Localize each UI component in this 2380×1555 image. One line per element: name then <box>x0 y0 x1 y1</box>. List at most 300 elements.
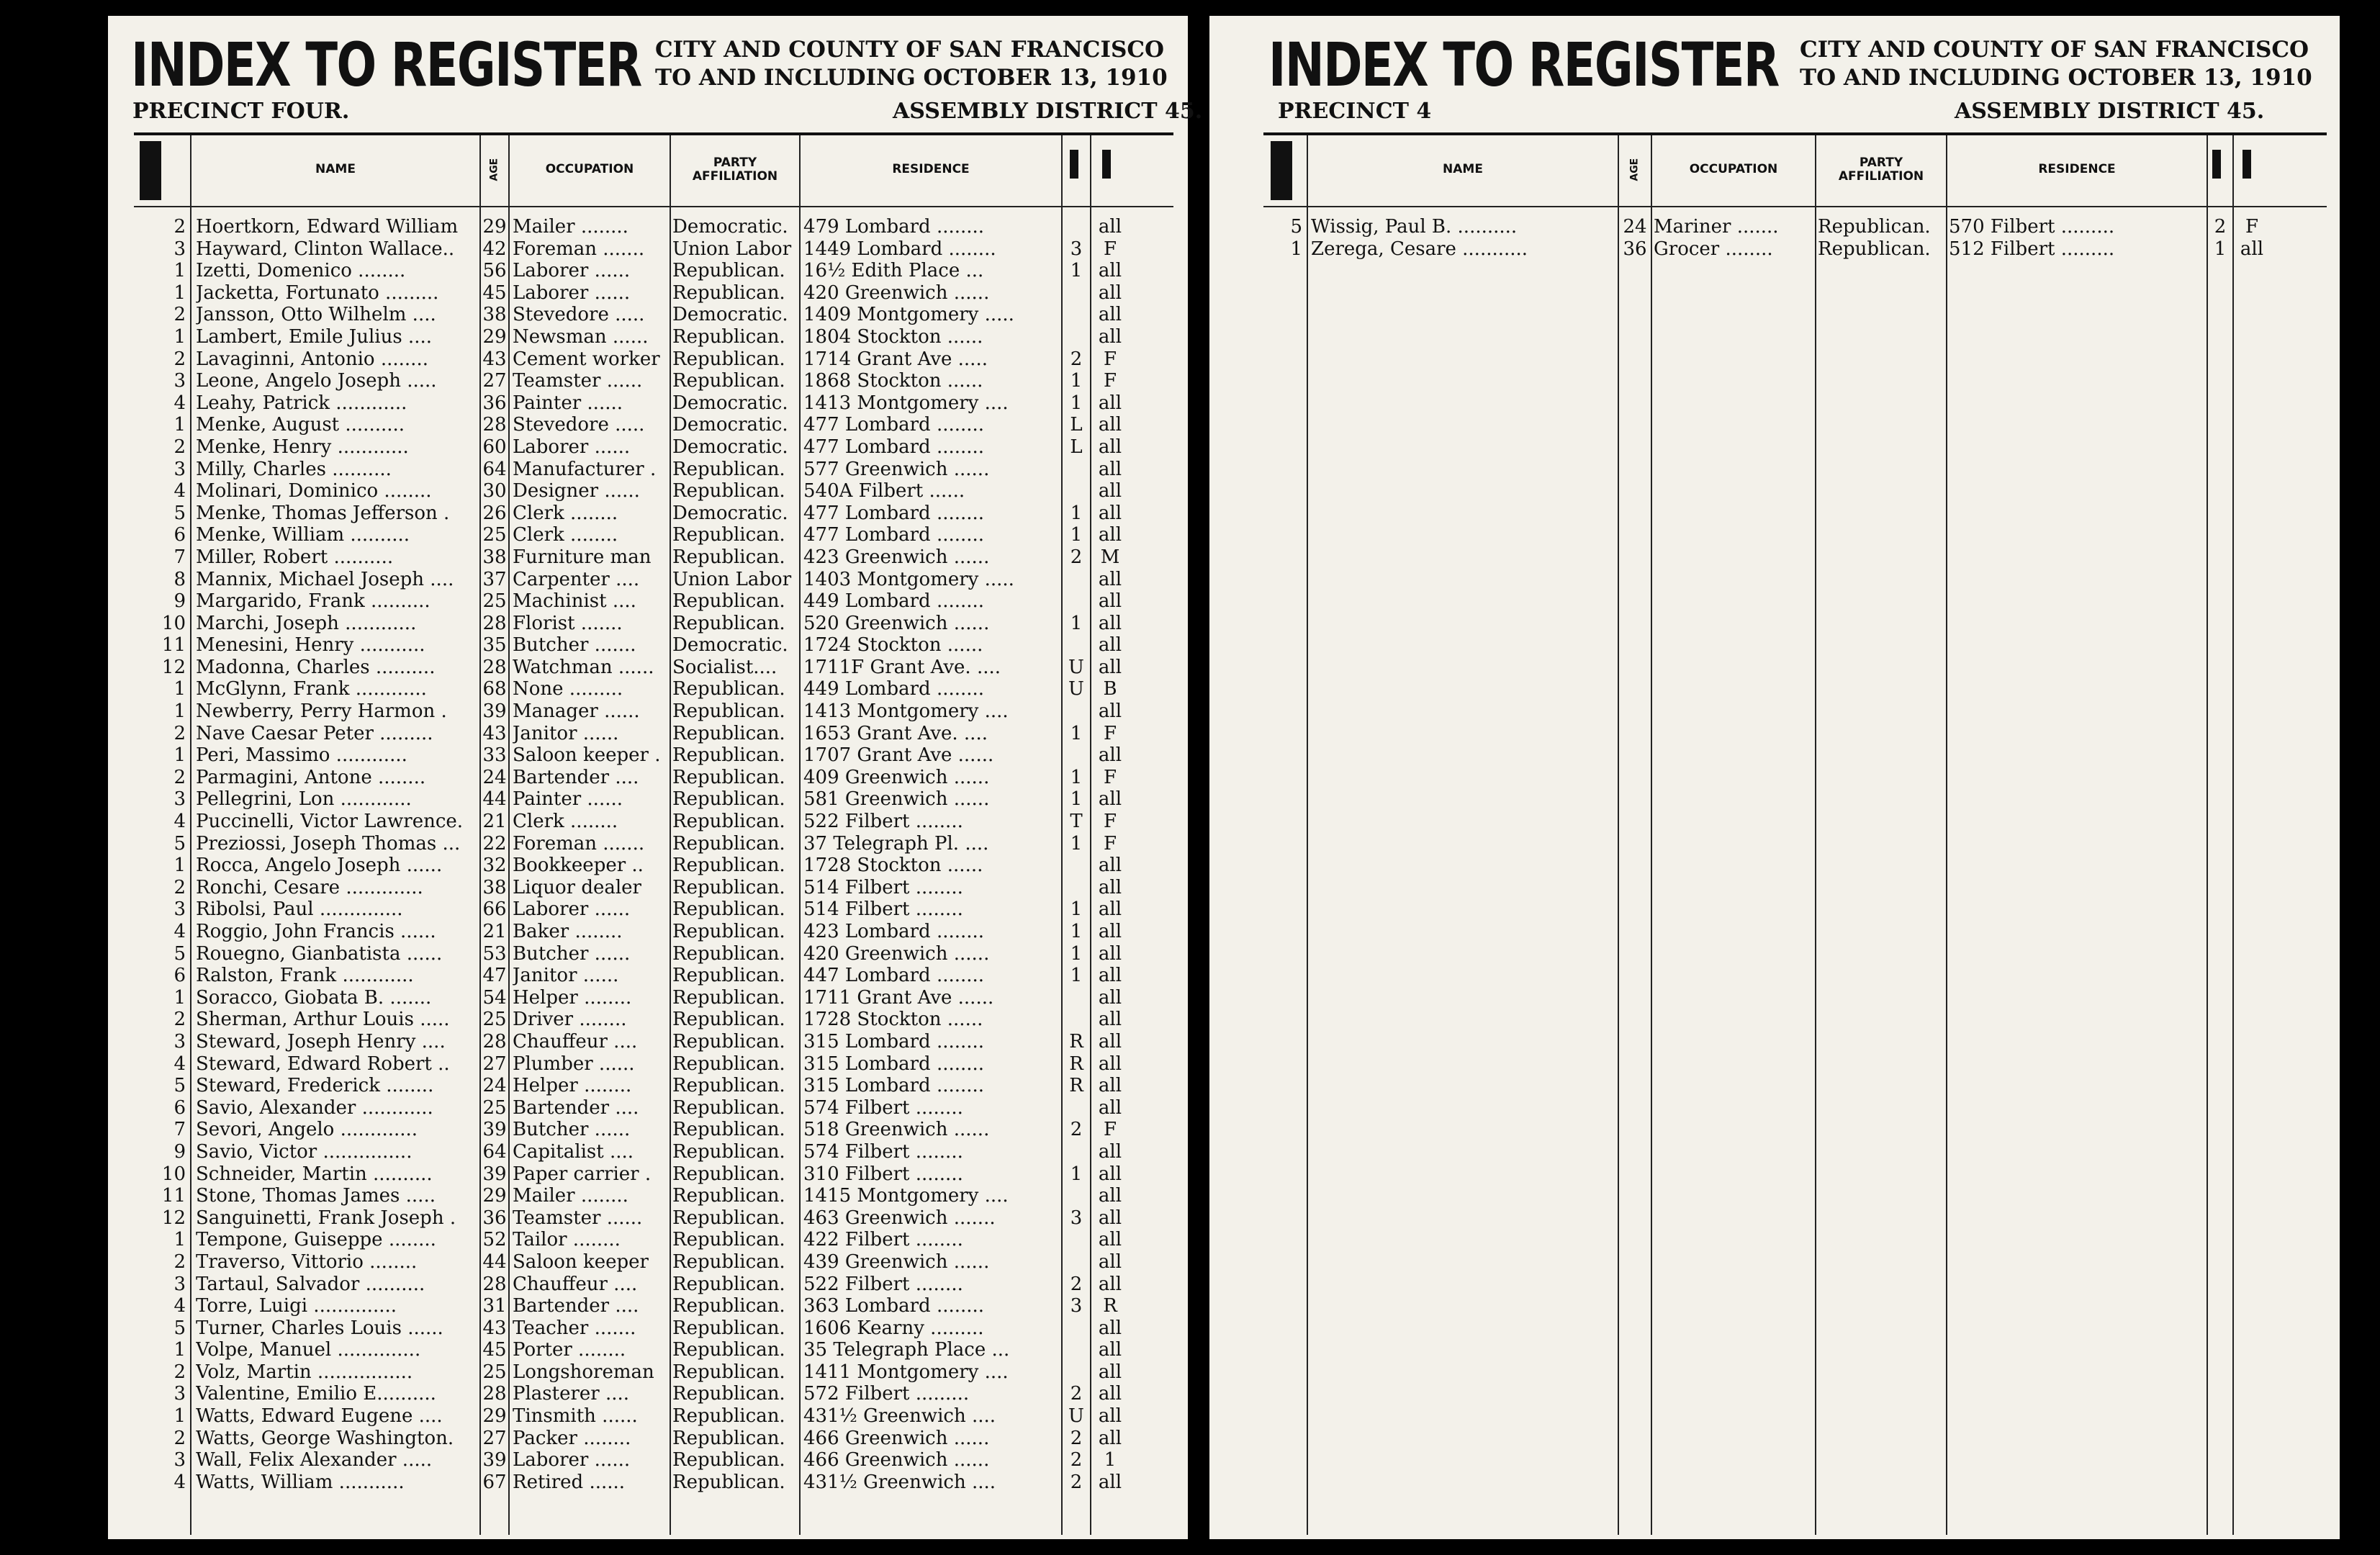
table-row <box>134 1141 1173 1163</box>
cell-number: 2 <box>173 436 186 458</box>
cell-number: 5 <box>1290 216 1302 238</box>
register-rows <box>1263 216 2327 260</box>
cell-floor: L <box>1070 436 1083 458</box>
cell-party: Republican. <box>672 722 785 744</box>
cell-number: 10 <box>161 1163 186 1185</box>
cell-residence: 35 Telegraph Place ... <box>803 1339 1010 1361</box>
cell-age: 27 <box>482 370 507 392</box>
precinct-label: PRECINCT 4 <box>1278 99 1432 124</box>
cell-residence: 431½ Greenwich .... <box>803 1471 996 1493</box>
cell-age: 28 <box>482 1273 507 1295</box>
cell-name: Marchi, Joseph ............ <box>196 612 417 634</box>
cell-number: 3 <box>173 1030 186 1053</box>
cell-residence: 420 Greenwich ...... <box>803 281 990 304</box>
cell-name: Menesini, Henry ........... <box>196 634 425 657</box>
cell-age: 25 <box>482 590 507 613</box>
cell-floor: 1 <box>1070 965 1083 987</box>
cell-name: Ralston, Frank ............ <box>196 965 414 987</box>
city-heading <box>655 36 1168 92</box>
cell-residence: 477 Lombard ........ <box>803 436 985 458</box>
cell-number: 3 <box>173 370 186 392</box>
cell-name: Rocca, Angelo Joseph ...... <box>196 855 443 877</box>
cell-occupation: Laborer ...... <box>513 898 631 921</box>
cell-age: 25 <box>482 524 507 546</box>
cell-name: Leahy, Patrick ............ <box>196 392 407 414</box>
cell-prefix: all <box>1098 1250 1122 1273</box>
cell-party: Republican. <box>672 1030 785 1053</box>
cell-number: 1 <box>173 1229 186 1251</box>
cell-name: Rouegno, Gianbatista ...... <box>196 942 443 965</box>
table-row <box>134 943 1173 965</box>
cell-party: Republican. <box>672 1119 785 1141</box>
cell-name: Leone, Angelo Joseph ..... <box>196 370 437 392</box>
cell-age: 25 <box>482 1009 507 1031</box>
table-row <box>134 1053 1173 1076</box>
table-row <box>134 1339 1173 1361</box>
table-row <box>134 1274 1173 1296</box>
cell-occupation: Capitalist .... <box>513 1140 634 1163</box>
cell-occupation: Longshoreman <box>513 1361 654 1383</box>
city-line-1: CITY AND COUNTY OF SAN FRANCISCO <box>1800 37 2309 63</box>
cell-floor: 1 <box>1070 766 1083 788</box>
cell-prefix: all <box>1098 1383 1122 1405</box>
table-row <box>134 700 1173 723</box>
cell-age: 39 <box>482 700 507 723</box>
cell-age: 53 <box>482 942 507 965</box>
cell-age: 36 <box>482 1207 507 1229</box>
cell-occupation: Retired ...... <box>513 1471 626 1493</box>
cell-prefix: 1 <box>1104 1449 1117 1471</box>
cell-residence: 439 Greenwich ...... <box>803 1250 990 1273</box>
cell-party: Republican. <box>672 1317 785 1339</box>
table-row <box>134 898 1173 921</box>
cell-prefix: all <box>1098 216 1122 238</box>
cell-number: 5 <box>173 942 186 965</box>
cell-age: 28 <box>482 612 507 634</box>
cell-party: Republican. <box>672 348 785 370</box>
cell-prefix: all <box>1098 590 1122 613</box>
table-row <box>134 459 1173 481</box>
cell-floor: 2 <box>2214 216 2227 238</box>
cell-prefix: all <box>1098 986 1122 1009</box>
cell-occupation: Laborer ...... <box>513 436 631 458</box>
cell-age: 45 <box>482 281 507 304</box>
cell-number: 9 <box>173 590 186 613</box>
cell-prefix: F <box>1103 811 1117 833</box>
cell-party: Republican. <box>672 832 785 855</box>
cell-floor: 1 <box>1070 898 1083 921</box>
register-page-right <box>1209 16 2340 1539</box>
cell-floor: 1 <box>1070 502 1083 524</box>
cell-prefix: all <box>1098 1427 1122 1449</box>
cell-name: Lavaginni, Antonio ........ <box>196 348 428 370</box>
cell-party: Republican. <box>672 260 785 282</box>
table-row <box>134 1009 1173 1031</box>
cell-party: Republican. <box>672 1339 785 1361</box>
table-row <box>134 1075 1173 1097</box>
cell-occupation: Manufacturer . <box>513 458 657 480</box>
cell-age: 54 <box>482 986 507 1009</box>
cell-floor: 3 <box>1070 1295 1083 1317</box>
cell-residence: 522 Filbert ........ <box>803 1273 963 1295</box>
cell-number: 1 <box>173 1405 186 1428</box>
cell-residence: 315 Lombard ........ <box>803 1053 985 1075</box>
cell-number: 3 <box>173 1449 186 1471</box>
cell-name: Volpe, Manuel .............. <box>196 1339 421 1361</box>
table-row <box>134 1119 1173 1141</box>
cell-number: 10 <box>161 612 186 634</box>
cell-age: 44 <box>482 788 507 811</box>
cell-floor: 1 <box>1070 260 1083 282</box>
cell-occupation: Mailer ........ <box>513 1185 628 1207</box>
cell-prefix: all <box>1098 1163 1122 1185</box>
cell-party: Republican. <box>672 986 785 1009</box>
cell-prefix: all <box>1098 304 1122 326</box>
cell-name: Schneider, Martin .......... <box>196 1163 433 1185</box>
cell-age: 56 <box>482 260 507 282</box>
cell-number: 4 <box>173 392 186 414</box>
cell-occupation: Grocer ........ <box>1654 238 1773 260</box>
cell-prefix: all <box>1098 1229 1122 1251</box>
cell-age: 31 <box>482 1295 507 1317</box>
cell-occupation: Clerk ........ <box>513 524 618 546</box>
table-row <box>134 480 1173 502</box>
header-residence: RESIDENCE <box>2038 162 2116 177</box>
cell-age: 33 <box>482 744 507 767</box>
cell-residence: 1413 Montgomery .... <box>803 700 1009 723</box>
cell-name: Menke, Henry ............ <box>196 436 409 458</box>
cell-number: 3 <box>173 898 186 921</box>
cell-prefix: all <box>1098 458 1122 480</box>
cell-residence: 479 Lombard ........ <box>803 216 985 238</box>
cell-party: Democratic. <box>672 502 788 524</box>
cell-number: 4 <box>173 811 186 833</box>
cell-name: Puccinelli, Victor Lawrence. <box>196 811 464 833</box>
cell-party: Republican. <box>672 898 785 921</box>
cell-prefix: all <box>1098 1009 1122 1031</box>
cell-residence: 1409 Montgomery ..... <box>803 304 1014 326</box>
cell-residence: 518 Greenwich ...... <box>803 1119 990 1141</box>
table-row <box>134 282 1173 305</box>
cell-party: Republican. <box>672 965 785 987</box>
cell-age: 64 <box>482 1140 507 1163</box>
cell-residence: 514 Filbert ........ <box>803 898 963 921</box>
cell-number: 11 <box>161 634 186 657</box>
cell-age: 28 <box>482 1383 507 1405</box>
cell-occupation: Tinsmith ...... <box>513 1405 638 1428</box>
cell-party: Republican. <box>672 281 785 304</box>
cell-name: Roggio, John Francis ...... <box>196 921 436 942</box>
cell-party: Democratic. <box>672 414 788 436</box>
table-row <box>134 1428 1173 1450</box>
cell-residence: 420 Greenwich ...... <box>803 942 990 965</box>
cell-name: Torre, Luigi .............. <box>196 1295 397 1317</box>
cell-occupation: Porter ........ <box>513 1339 626 1361</box>
cell-floor: 1 <box>1070 942 1083 965</box>
cell-name: Margarido, Frank .......... <box>196 590 431 613</box>
cell-occupation: Mailer ........ <box>513 216 628 238</box>
cell-number: 2 <box>173 876 186 898</box>
cell-name: Watts, William ........... <box>196 1471 405 1493</box>
cell-floor: R <box>1069 1075 1083 1097</box>
cell-name: Watts, George Washington. <box>196 1427 454 1449</box>
city-line-2: TO AND INCLUDING OCTOBER 13, 1910 <box>1800 64 2312 91</box>
cell-number: 1 <box>173 414 186 436</box>
cell-party: Republican. <box>672 1405 785 1428</box>
cell-occupation: Carpenter .... <box>513 568 640 590</box>
cell-number: 1 <box>173 325 186 348</box>
cell-number: 1 <box>173 281 186 304</box>
header-age: AGE <box>1628 158 1641 181</box>
cell-prefix: all <box>1098 1339 1122 1361</box>
cell-prefix: all <box>1098 1053 1122 1075</box>
table-row <box>134 767 1173 789</box>
table-row <box>134 921 1173 943</box>
cell-party: Republican. <box>672 811 785 833</box>
cell-occupation: Furniture man <box>513 546 652 568</box>
header-name: NAME <box>315 162 356 177</box>
cell-residence: 1413 Montgomery .... <box>803 392 1009 414</box>
cell-floor: 1 <box>1070 1163 1083 1185</box>
cell-number: 4 <box>173 1295 186 1317</box>
cell-age: 36 <box>1623 238 1647 260</box>
table-row <box>134 326 1173 348</box>
cell-party: Republican. <box>672 524 785 546</box>
assembly-district-label: ASSEMBLY DISTRICT 45. <box>893 99 1203 124</box>
cell-party: Republican. <box>672 1207 785 1229</box>
cell-number: 2 <box>173 216 186 238</box>
cell-prefix: all <box>1098 436 1122 458</box>
cell-floor: R <box>1069 1053 1083 1075</box>
cell-occupation: Bartender .... <box>513 1295 639 1317</box>
cell-residence: 477 Lombard ........ <box>803 502 985 524</box>
cell-age: 28 <box>482 656 507 678</box>
cell-occupation: Stevedore ..... <box>513 304 645 326</box>
cell-number: 2 <box>173 348 186 370</box>
cell-floor: 2 <box>1070 348 1083 370</box>
table-row <box>134 744 1173 767</box>
cell-prefix: M <box>1100 546 1120 568</box>
cell-prefix: all <box>1098 1030 1122 1053</box>
cell-floor: 1 <box>1070 612 1083 634</box>
cell-residence: 37 Telegraph Pl. .... <box>803 832 989 855</box>
cell-occupation: Mariner ....... <box>1654 216 1779 238</box>
cell-age: 24 <box>482 766 507 788</box>
cell-number: 4 <box>173 480 186 502</box>
cell-number: 2 <box>173 722 186 744</box>
table-row <box>1263 216 2327 238</box>
table-row <box>1263 238 2327 261</box>
cell-age: 44 <box>482 1250 507 1273</box>
header-prefix-icon <box>2242 150 2251 179</box>
table-row <box>134 260 1173 282</box>
cell-party: Republican. <box>1818 238 1931 260</box>
cell-prefix: F <box>2245 216 2259 238</box>
table-row <box>134 348 1173 371</box>
table-row <box>134 524 1173 546</box>
cell-prefix: all <box>2240 238 2264 260</box>
cell-occupation: Painter ...... <box>513 788 623 811</box>
cell-party: Democratic. <box>672 436 788 458</box>
cell-floor: R <box>1069 1030 1083 1053</box>
cell-residence: 1653 Grant Ave. .... <box>803 722 988 744</box>
cell-name: Peri, Massimo ............ <box>196 744 407 767</box>
header-number <box>134 135 190 204</box>
table-row <box>134 987 1173 1009</box>
cell-age: 38 <box>482 546 507 568</box>
table-row <box>134 1229 1173 1251</box>
table-row <box>134 370 1173 392</box>
cell-floor: 1 <box>1070 370 1083 392</box>
table-row <box>134 414 1173 436</box>
cell-party: Republican. <box>672 1449 785 1471</box>
cell-party: Democratic. <box>672 304 788 326</box>
cell-age: 21 <box>482 921 507 942</box>
cell-residence: 1711 Grant Ave ...... <box>803 986 994 1009</box>
table-row <box>134 1163 1173 1186</box>
cell-floor: 1 <box>1070 788 1083 811</box>
cell-prefix: F <box>1103 832 1117 855</box>
header-occupation: OCCUPATION <box>545 162 634 177</box>
cell-floor: U <box>1068 1405 1084 1428</box>
cell-occupation: Clerk ........ <box>513 811 618 833</box>
cell-number: 7 <box>173 546 186 568</box>
cell-party: Republican. <box>672 700 785 723</box>
table-row <box>134 723 1173 745</box>
cell-number: 11 <box>161 1185 186 1207</box>
cell-name: Volz, Martin ................ <box>196 1361 413 1383</box>
cell-party: Republican. <box>672 1427 785 1449</box>
cell-prefix: all <box>1098 898 1122 921</box>
cell-occupation: Watchman ...... <box>513 656 654 678</box>
cell-number: 12 <box>161 1207 186 1229</box>
cell-age: 25 <box>482 1096 507 1119</box>
cell-occupation: Manager ...... <box>513 700 640 723</box>
table-row <box>134 1251 1173 1274</box>
cell-prefix: B <box>1103 678 1117 700</box>
cell-age: 24 <box>482 1075 507 1097</box>
cell-name: Izetti, Domenico ........ <box>196 260 406 282</box>
cell-party: Republican. <box>672 612 785 634</box>
cell-name: Savio, Victor ............... <box>196 1140 413 1163</box>
cell-occupation: Bartender .... <box>513 766 639 788</box>
cell-number: 6 <box>173 1096 186 1119</box>
cell-occupation: Baker ........ <box>513 921 623 942</box>
cell-prefix: R <box>1103 1295 1117 1317</box>
cell-occupation: Florist ....... <box>513 612 623 634</box>
cell-residence: 310 Filbert ........ <box>803 1163 963 1185</box>
table-row <box>134 436 1173 459</box>
cell-party: Republican. <box>672 1250 785 1273</box>
header-floor-icon <box>2212 150 2221 179</box>
city-line-2: TO AND INCLUDING OCTOBER 13, 1910 <box>655 64 1168 91</box>
cell-party: Union Labor <box>672 238 792 260</box>
table-row <box>134 304 1173 326</box>
cell-name: Mannix, Michael Joseph .... <box>196 568 454 590</box>
cell-name: Menke, Thomas Jefferson . <box>196 502 450 524</box>
cell-floor: 2 <box>1070 1449 1083 1471</box>
cell-number: 3 <box>173 788 186 811</box>
header-number <box>1263 135 1307 204</box>
cell-name: Newberry, Perry Harmon . <box>196 700 447 723</box>
cell-number: 6 <box>173 524 186 546</box>
cell-name: Ribolsi, Paul .............. <box>196 898 403 921</box>
cell-age: 26 <box>482 502 507 524</box>
cell-residence: 577 Greenwich ...... <box>803 458 990 480</box>
cell-residence: 1606 Kearny ......... <box>803 1317 984 1339</box>
cell-prefix: all <box>1098 942 1122 965</box>
table-row <box>134 1317 1173 1340</box>
cell-name: Madonna, Charles .......... <box>196 656 436 678</box>
cell-occupation: Chauffeur .... <box>513 1273 638 1295</box>
cell-name: Steward, Joseph Henry .... <box>196 1030 446 1053</box>
city-line-1: CITY AND COUNTY OF SAN FRANCISCO <box>655 37 1165 63</box>
cell-party: Republican. <box>672 1075 785 1097</box>
cell-occupation: Cement worker <box>513 348 660 370</box>
cell-number: 5 <box>173 502 186 524</box>
cell-residence: 514 Filbert ........ <box>803 876 963 898</box>
cell-number: 3 <box>173 458 186 480</box>
cell-party: Democratic. <box>672 392 788 414</box>
cell-name: Sherman, Arthur Louis ..... <box>196 1009 450 1031</box>
cell-name: Parmagini, Antone ........ <box>196 766 426 788</box>
cell-residence: 1449 Lombard ........ <box>803 238 996 260</box>
cell-party: Republican. <box>672 1295 785 1317</box>
cell-number: 4 <box>173 921 186 942</box>
cell-occupation: Helper ........ <box>513 986 632 1009</box>
cell-number: 3 <box>173 238 186 260</box>
cell-age: 68 <box>482 678 507 700</box>
cell-party: Republican. <box>672 744 785 767</box>
table-row <box>134 1295 1173 1317</box>
header-occupation: OCCUPATION <box>1689 162 1778 177</box>
table-row <box>134 392 1173 415</box>
table-row <box>134 1383 1173 1405</box>
cell-party: Republican. <box>672 766 785 788</box>
register-table <box>134 132 1173 1535</box>
cell-prefix: F <box>1103 238 1117 260</box>
city-heading <box>1800 36 2312 92</box>
cell-residence: 16½ Edith Place ... <box>803 260 984 282</box>
cell-prefix: F <box>1103 722 1117 744</box>
cell-floor: 1 <box>1070 392 1083 414</box>
table-row <box>134 1405 1173 1428</box>
cell-number: 2 <box>173 766 186 788</box>
cell-prefix: all <box>1098 921 1122 942</box>
header-residence: RESIDENCE <box>892 162 970 177</box>
cell-party: Union Labor <box>672 568 792 590</box>
cell-residence: 574 Filbert ........ <box>803 1096 963 1119</box>
cell-number: 1 <box>173 678 186 700</box>
cell-prefix: all <box>1098 524 1122 546</box>
cell-name: Soracco, Giobata B. ....... <box>196 986 432 1009</box>
cell-residence: 1714 Grant Ave ..... <box>803 348 988 370</box>
cell-prefix: all <box>1098 656 1122 678</box>
cell-residence: 1707 Grant Ave ...... <box>803 744 994 767</box>
cell-floor: 2 <box>1070 1119 1083 1141</box>
cell-prefix: all <box>1098 612 1122 634</box>
cell-party: Republican. <box>672 1383 785 1405</box>
cell-residence: 1868 Stockton ...... <box>803 370 983 392</box>
cell-occupation: Driver ........ <box>513 1009 627 1031</box>
cell-floor: 2 <box>1070 1427 1083 1449</box>
cell-residence: 1411 Montgomery .... <box>803 1361 1009 1383</box>
cell-age: 39 <box>482 1119 507 1141</box>
table-row <box>134 1031 1173 1053</box>
cell-number: 2 <box>173 1427 186 1449</box>
header-prefix-icon <box>1102 150 1111 179</box>
cell-occupation: Teamster ...... <box>513 1207 643 1229</box>
